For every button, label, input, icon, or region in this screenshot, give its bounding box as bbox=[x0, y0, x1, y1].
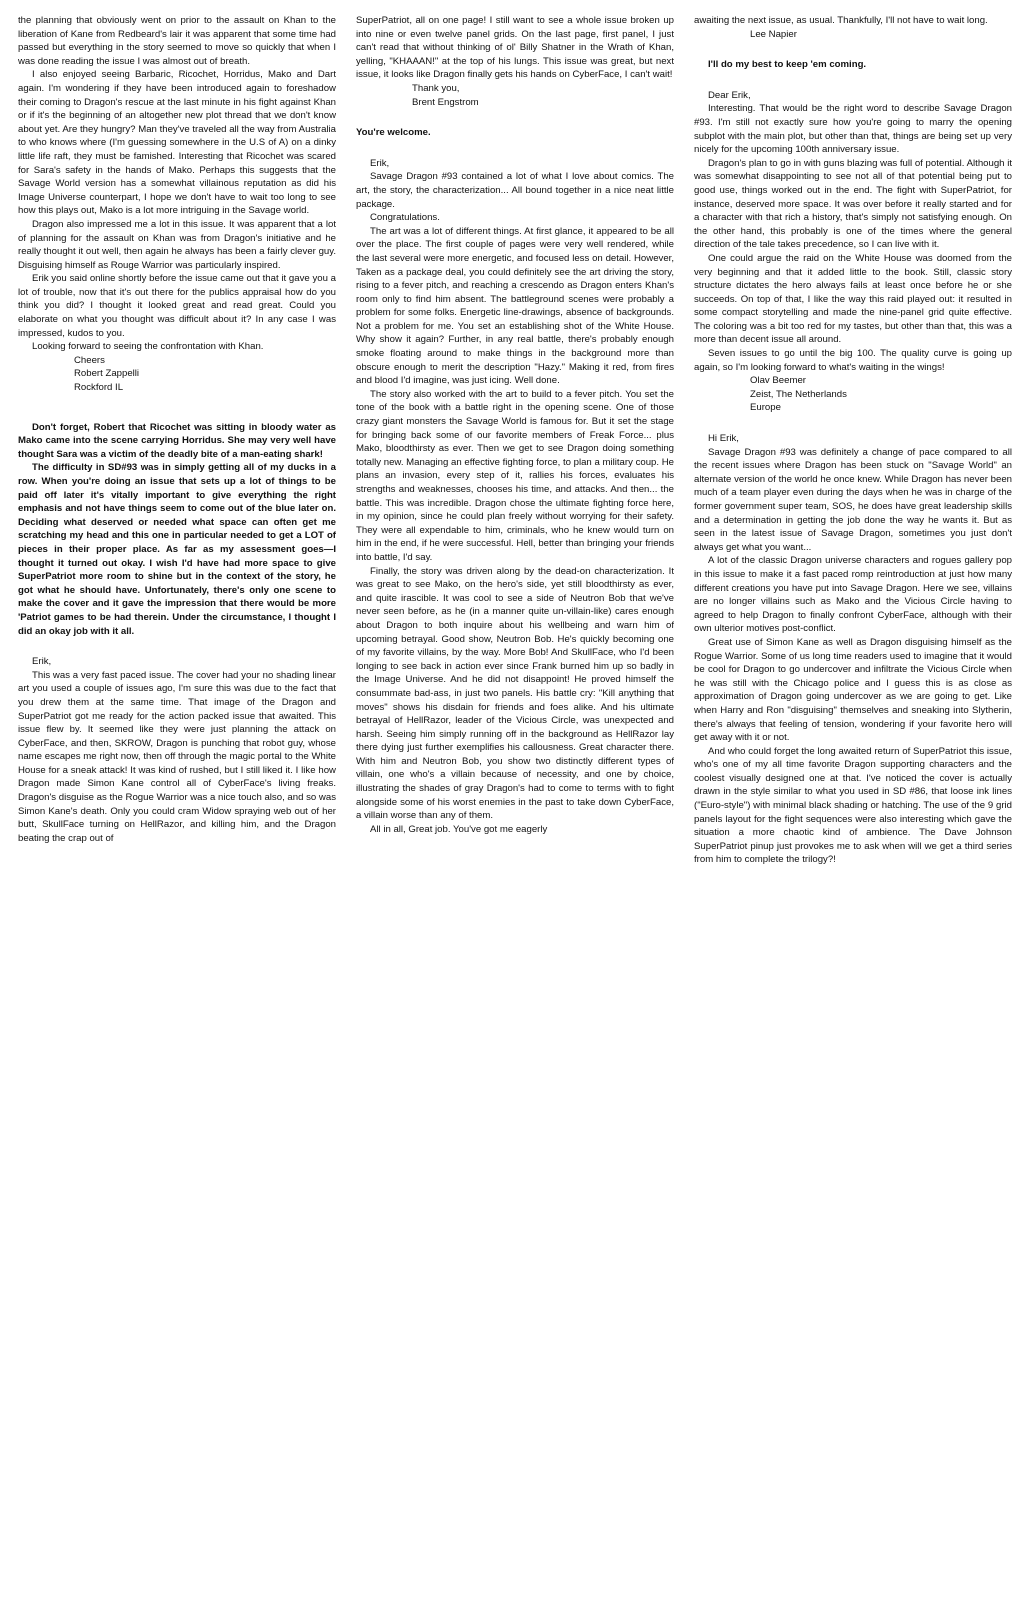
letter-salutation: Erik, bbox=[32, 656, 52, 668]
letter-location: Rockford IL bbox=[74, 382, 124, 394]
letter-paragraph: Savage Dragon #93 contained a lot of what I love about comics. The art, the story, the characterization... All bound together in a nice neat little package. bbox=[356, 171, 674, 210]
letter-paragraph: SuperPatriot, all on one page! I still want to see a whole issue broken up into nine or even twelve panel grids. On the last page, first panel, I just can't read that without thinking of ol' Billy Shatner in the Wrath of Khan, yelling, "KHAAAN!" at the top of his lungs. This issue was great, but next issue, it looks like Dragon finally gets his hands on CyberFace, I can't wait! bbox=[356, 15, 674, 81]
spacer bbox=[694, 41, 1012, 58]
letter-author: Olav Beemer bbox=[750, 375, 806, 387]
spacer bbox=[18, 638, 336, 655]
letter-paragraph: Congratulations. bbox=[370, 212, 440, 224]
letter-salutation: Erik, bbox=[370, 157, 390, 169]
editor-response bbox=[356, 126, 674, 140]
letter-paragraph: A lot of the classic Dragon universe characters and rogues gallery pop in this issue to make it a fast paced romp reintroduction at just how many different creations you have put into Savage Dragon. Here we see, villains are no longer villains such as Mako and the Vicious Circle having to agreed to help Dragon to finally confront CyberFace, although with their own ulterior motives post-conflict. bbox=[694, 555, 1012, 635]
letter-location: Europe bbox=[750, 402, 781, 414]
editor-response bbox=[18, 421, 336, 639]
letter-paragraph: One could argue the raid on the White House was doomed from the very beginning and that it added little to the book. Still, classic story structure dictates the hero always fails at least once before he or she succeeds. On top of that, I like the way this raid played out: it resulted in some compact storytelling and made the nine-panel grid quite effective. The coloring was a bit too red for my tastes, but other than that, this was a more than decent issue all around. bbox=[694, 252, 1012, 346]
spacer bbox=[356, 109, 674, 126]
letter-salutation: Hi Erik, bbox=[708, 433, 739, 445]
spacer bbox=[694, 72, 1012, 89]
column-1 bbox=[18, 14, 336, 1610]
letter-paragraph: awaiting the next issue, as usual. Thankfully, I'll not have to wait long. bbox=[694, 15, 988, 26]
letter-paragraph: And who could forget the long awaited return of SuperPatriot this issue, who's one of my all time favorite Dragon supporting characters and the coolest visually designed one at that. I've noticed the cover is actually drawn in the style similar to what you used in SD #86, that loose ink lines ("Euro-style") with minimal black shading or hatching. The use of the 9 grid panels layout for the fight sequences were also interesting which gave the situation a more chaotic kind of ambience. The Dave Johnson SuperPatriot pinup just provokes me to ask when will we get a third series from him to complete the trilogy?! bbox=[694, 745, 1012, 866]
letter-paragraph: The story also worked with the art to build to a fever pitch. You set the tone of the book with a battle right in the opening scene. One of those crazy giant monsters the Savage World is famous for. But it set the stage for bringing back some of our favorite members of Freak Force... plus Mako, bloodthirsty as ever. Then we get to see Dragon doing something totally new. Managing an effective fighting force, to plan a military coup. He plans an invasion, every step of it, rallies his forces, evaluates his strengths and weaknesses, chooses his time, and attacks. And then... the battle. This was incredible. Dragon chose the ultimate fighting force here, in my opinion, since he could plan freely without worrying for their safety. They were all expendable to him, criminals, who he knew would turn on him in the end, if he were successful. Hell, better than bringing your friends into battle, I'd say. bbox=[356, 388, 674, 563]
letter-paragraph: The art was a lot of different things. At first glance, it appeared to be all over the place. The first couple of pages were very well rendered, while the last several were more energetic, and focused less on detail. However, Taken as a package deal, you could definitely see the art driving the story, rising to a fever pitch, and reaching a crescendo as Dragon enters Khan's room only to find him absent. The battleground scenes were probably a problem for some folks. Energetic line-drawings, absence of backgrounds. Not a problem for me. You set an establishing shot of the White House. Why show it again? Further, in any real battle, there's probably enough smoke floating around to make things in the background more than obscure enough to merit the description "Hazy." Making it red, from fires and blood I'd imagine, was just icing. Well done. bbox=[356, 225, 674, 387]
response-paragraph: I'll do my best to keep 'em coming. bbox=[708, 59, 867, 71]
letter-paragraph: Finally, the story was driven along by the dead-on characterization. It was great to see Mako, on the hero's side, yet still bloodthirsty as ever, and quite irascible. It was cool to see a side of Neutron Bob that we've never seen before, as he (in a manner quite un-villain-like) cares enough about Dragon to both inquire about his wellbeing and warn him of upcoming betrayal. Good show, Neutron Bob. He's quickly becoming one of my favorite villains, by the way. More Bob! And SkullFace, who I'd been longing to see back in action ever since Frank burned him up so badly in the Image Universe. And he did not disappoint! He proved himself the consummate bad-ass, in just two panels. His battle cry: "Kill anything that moves" shows his disdain for friends and foes alike. And his ultimate betrayal of HellRazor, leader of the Vicious Circle, was unexpected and harsh. Seeing him simply running off in the background as HellRazor lay there dying just further exemplifies his callousness. Great character there. With him and Neutron Bob, you show two distinctly different types of villain, one who's a villain because of necessity, and one by choice, illustrating the shades of gray Dragon's had to come to terms with to fight alongside some of his worst enemies in the past to take down CyberFace, a villain worse than any of them. bbox=[356, 565, 674, 822]
response-paragraph: You're welcome. bbox=[356, 127, 431, 139]
letter-signoff: Thank you, bbox=[412, 82, 460, 94]
letter-paragraph: Dragon also impressed me a lot in this issue. It was apparent that a lot of planning for the assault on Khan was from Dragon's initiative and he really thought it out well, then again he always has been a fairly clever guy. Disguising himself as Rouge Warrior was particularly inspired. bbox=[18, 218, 336, 271]
spacer bbox=[356, 140, 674, 157]
letter-paragraph: Dragon's plan to go in with guns blazing was full of potential. Although it was somewhat disappointing to see not all of that potential being put to good use, things worked out in the end. The fight with SuperPatriot, for instance, deserved more space. It was over before it really started and for a character with that rich a history, that's simply not satisfying enough. On the other hand, this probably is one of the times where the general direction of the tale takes precedence, so I can live with it. bbox=[694, 157, 1012, 251]
letter-author: Robert Zappelli bbox=[74, 368, 140, 380]
spacer bbox=[694, 415, 1012, 432]
letter-location: Zeist, The Netherlands bbox=[750, 388, 847, 400]
letter-salutation: Dear Erik, bbox=[708, 89, 751, 101]
editor-response bbox=[694, 58, 1012, 72]
letter-author: Lee Napier bbox=[750, 28, 797, 40]
column-3 bbox=[694, 14, 1012, 1610]
letter-paragraph: Looking forward to seeing the confrontation with Khan. bbox=[32, 341, 264, 353]
letter-paragraph: Savage Dragon #93 was definitely a change of pace compared to all the recent issues where Dragon has been stuck on "Savage World" an alternate version of the world he once knew. While Dragon has never been much of a team player even during the days when he was in charge of the former government super team, SOS, he does have great leadership skills and a determination in getting the job done the way he wants it. But as seen in the latest issue of Savage Dragon, sometimes you just don't always get what you want... bbox=[694, 446, 1012, 553]
letter-signoff: Cheers bbox=[74, 354, 105, 366]
letter-paragraph: Great use of Simon Kane as well as Dragon disguising himself as the Rogue Warrior. Some of us long time readers used to imagine that it would be cool for Dragon to go undercover and infiltrate the Vicious Circle when he was still with the Chicago police and I guess this is as close as approximation of Dragon going undercover as we are going to get. Like when Harry and Ron "disguising" themselves and sneaking into Slytherin, there's always that feeling of tension, wondering if your favorite hero will get away with it or not. bbox=[694, 636, 1012, 744]
letter-paragraph: Interesting. That would be the right word to describe Savage Dragon #93. I'm still not exactly sure how you're going to marry the opening subplot with the main plot, but other than that, things are being set up very nicely for the upcoming 100th anniversary issue. bbox=[694, 103, 1012, 156]
response-paragraph: Don't forget, Robert that Ricochet was sitting in bloody water as Mako came into the scene carrying Horridus. She may very well have thought Sara was a victim of the deadly bite of a man-eating shark! bbox=[18, 421, 336, 460]
letter-paragraph: All in all, Great job. You've got me eagerly bbox=[370, 823, 548, 835]
column-2 bbox=[356, 14, 674, 1610]
letter-paragraph: Seven issues to go until the big 100. The quality curve is going up again, so I'm looking forward to what's waiting in the wings! bbox=[694, 348, 1012, 373]
spacer bbox=[18, 395, 336, 421]
letter-author: Brent Engstrom bbox=[412, 96, 479, 108]
letter-paragraph: Erik you said online shortly before the issue came out that it gave you a lot of trouble, now that it's out there for the publics appraisal how do you think you did? I thought it looked great and read great. Could you elaborate on what you thought was difficult about it? In any case I was impressed, kudos to you. bbox=[18, 273, 336, 339]
response-paragraph: The difficulty in SD#93 was in simply getting all of my ducks in a row. When you're doing an issue that sets up a lot of things to be paid off later it's vitally important to give everything the right emphasis and not have things seem to come out of the blue later on. Deciding what deserved or needed what space can often get me scratching my head and this one in particular needed to get a LOT of pieces in their proper place. As far as my assessment goes—I thought it turned out okay. I wish I'd have had more space to give SuperPatriot more room to shine but in the context of the story, he got what he should have. Unfortunately, there's only one scene to make the cover and it gave the impression that there would be more 'Patriot games to be had therein. Under the circumstance, I thought I did an okay job with it all. bbox=[18, 462, 336, 637]
letter-paragraph: This was a very fast paced issue. The cover had your no shading linear art you used a couple of issues ago, I'm sure this was due to the fact that you drew them at the same time. That image of the Dragon and SuperPatriot got me ready for the action packed issue that awaited. This issue flew by. It seemed like they were just planning the attack on CyberFace, and then, SKROW, Dragon is punching that robot guy, whose name escapes me right now, then off through the magic portal to the White House for a sneak attack! It was kind of rushed, but I still liked it. I like how Dragon made Simon Kane control all of CyberFace's living freaks. Dragon's disguise as the Rogue Warrior was a nice touch also, and so was Simon Kane's death. Only you could cram Widow spraying web out of her butt, SkullFace turning on HellRazor, and killing him, and the Dragon beating the crap out of bbox=[18, 669, 336, 844]
letter-paragraph: the planning that obviously went on prior to the assault on Khan to the liberation of Kane from Redbeard's lair it was apparent that some time had passed but everything in the story seemed to move so quickly that when I was done reading the issue I was almost out of breath. bbox=[18, 15, 336, 67]
letter-paragraph: I also enjoyed seeing Barbaric, Ricochet, Horridus, Mako and Dart again. I'm wondering if they have been introduced again to foreshadow their coming to Dragon's rescue at the last minute in his fight against Khan or if it's the beginning of an altogether new plot thread that we don't know about yet. Are they hungry? Man they've traveled all the way from Australia to who knows where (I'm guessing somewhere in the U.S of A) on a dinky little life raft, they must be famished. Interesting that Ricochet was scared for Sara's safety in the hands of Mako. Perhaps this suggests that the Savage World version has a somewhat villainous reputation as did his Image Universe counterpart, I hope we don't have to wait too long to see how this plays out, Mako is a lot more intriguing in the Savage world. bbox=[18, 69, 336, 217]
